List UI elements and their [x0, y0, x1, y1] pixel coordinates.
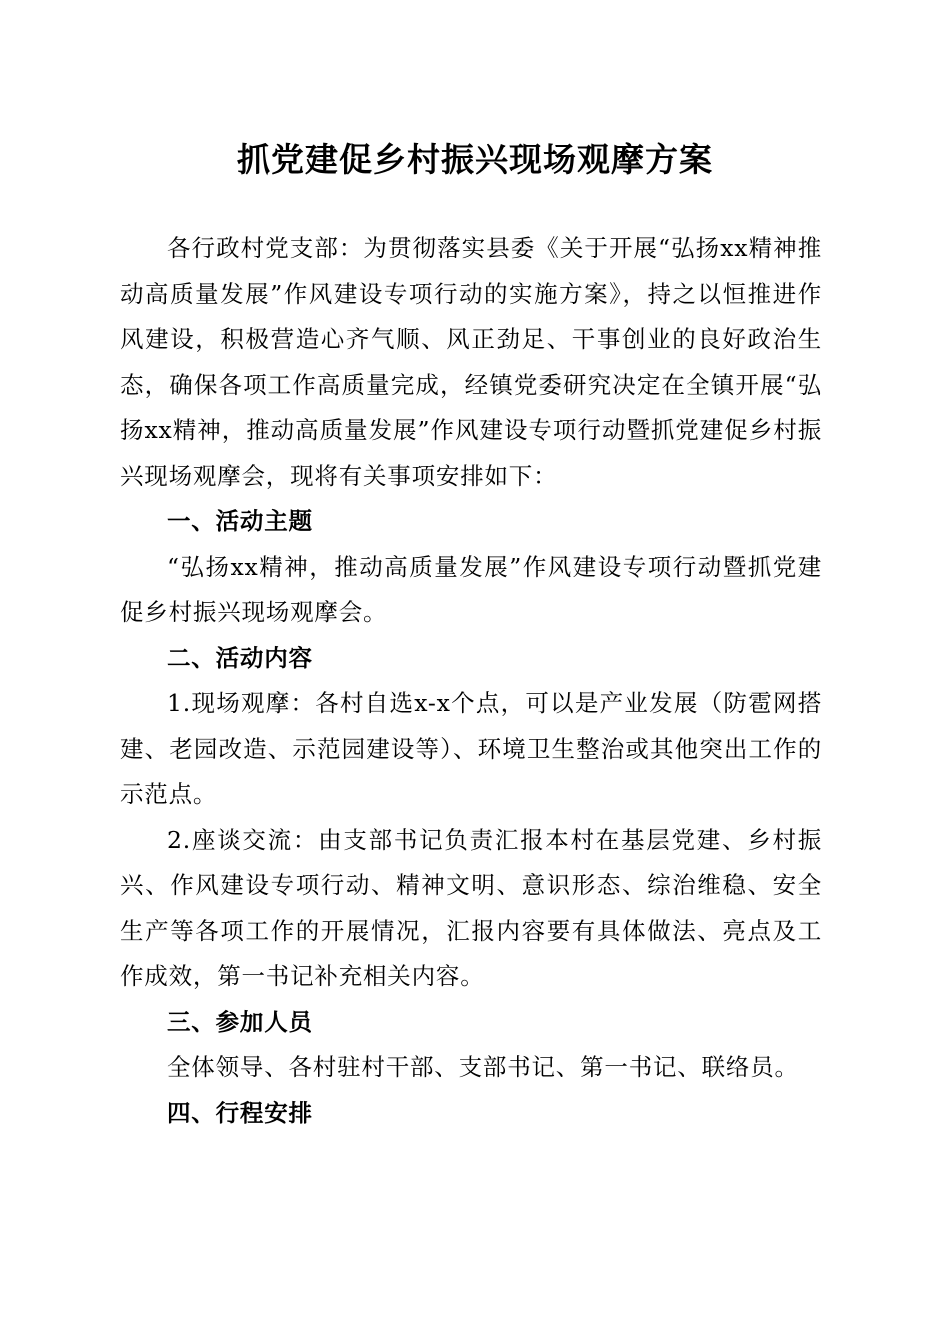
intro-paragraph: 各行政村党支部：为贯彻落实县委《关于开展“弘扬xx精神推动高质量发展”作风建设专项行动的实施方案》，持之以恒推进作风建设，积极营造心齐气顺、风正劲足、干事创业的良好政治生态，确保各项工作高质量完成，经镇党委研究决定在全镇开展“弘扬xx精神，推动高质量发展”作风建设专项行动暨抓党建促乡村振兴现场观摩会，现将有关事项安排如下：	[120, 234, 822, 490]
document-body	[120, 226, 822, 1136]
section-heading-schedule: 四、行程安排	[167, 1098, 313, 1127]
section-heading-theme: 一、活动主题	[167, 507, 313, 535]
section-content-paragraph-1: 1.现场观摩：各村自选x-x个点，可以是产业发展（防雹网搭建、老园改造、示范园建设等）、环境卫生整治或其他突出工作的示范点。	[120, 689, 822, 808]
section-participants-paragraph: 全体领导、各村驻村干部、支部书记、第一书记、联络员。	[167, 1053, 799, 1081]
section-content-paragraph-2: 2.座谈交流：由支部书记负责汇报本村在基层党建、乡村振兴、作风建设专项行动、精神文明、意识形态、综治维稳、安全生产等各项工作的开展情况，汇报内容要有具体做法、亮点及工作成效，第一书记补充相关内容。	[120, 825, 822, 990]
section-heading-content: 二、活动内容	[167, 643, 313, 672]
section-heading-participants: 三、参加人员	[167, 1007, 313, 1036]
section-theme-paragraph: “弘扬xx精神，推动高质量发展”作风建设专项行动暨抓党建促乡村振兴现场观摩会。	[120, 552, 822, 626]
document-title: 抓党建促乡村振兴现场观摩方案	[237, 140, 713, 179]
